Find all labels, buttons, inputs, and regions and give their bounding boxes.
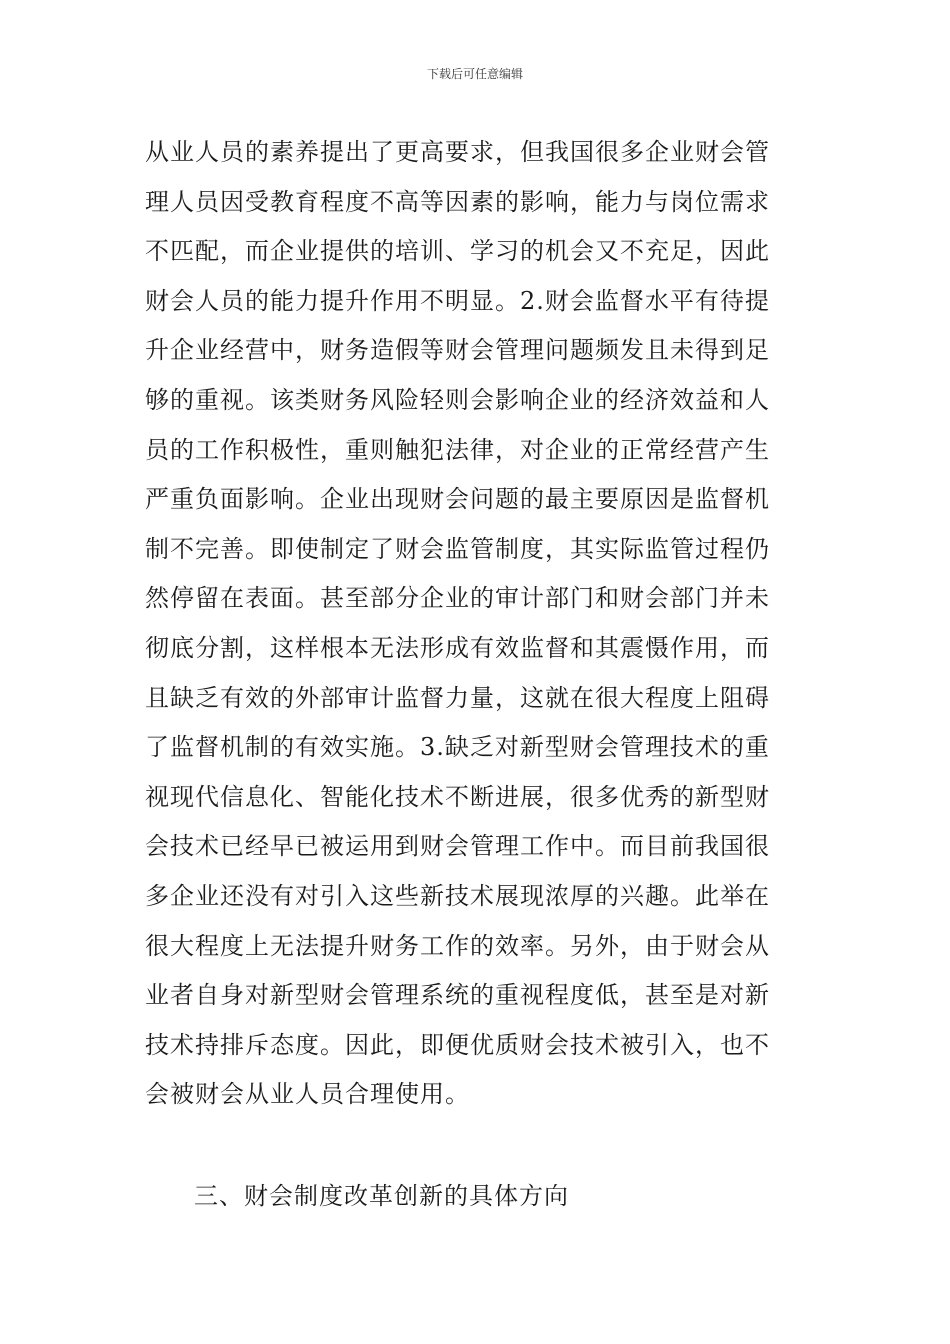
body-line: 了监督机制的有效实施。3.缺乏对新型财会管理技术的重 (145, 733, 770, 762)
body-line: 员的工作积极性，重则触犯法律，对企业的正常经营产生 (145, 435, 770, 464)
page-header: 下载后可任意编辑 (426, 67, 523, 81)
body-line: 不匹配，而企业提供的培训、学习的机会又不充足，因此 (145, 237, 770, 266)
body-line: 多企业还没有对引入这些新技术展现浓厚的兴趣。此举在 (145, 881, 770, 910)
body-line: 且缺乏有效的外部审计监督力量，这就在很大程度上阻碍 (145, 683, 770, 712)
body-line: 财会人员的能力提升作用不明显。2.财会监督水平有待提 (145, 286, 770, 315)
body-paragraph (145, 128, 807, 1120)
body-line: 理人员因受教育程度不高等因素的影响，能力与岗位需求 (145, 187, 770, 216)
body-line: 然停留在表面。甚至部分企业的审计部门和财会部门并未 (145, 584, 770, 613)
body-line: 会被财会从业人员合理使用。 (145, 1080, 470, 1109)
body-line: 制不完善。即使制定了财会监管制度，其实际监管过程仍 (145, 534, 770, 563)
body-line: 会技术已经早已被运用到财会管理工作中。而目前我国很 (145, 832, 770, 861)
section-heading: 三、财会制度改革创新的具体方向 (194, 1182, 569, 1210)
body-line: 视现代信息化、智能化技术不断进展，很多优秀的新型财 (145, 782, 770, 811)
body-line: 够的重视。该类财务风险轻则会影响企业的经济效益和人 (145, 385, 770, 414)
body-line: 技术持排斥态度。因此，即便优质财会技术被引入，也不 (145, 1030, 770, 1059)
body-line: 彻底分割，这样根本无法形成有效监督和其震慑作用，而 (145, 633, 770, 662)
body-line: 严重负面影响。企业出现财会问题的最主要原因是监督机 (145, 485, 770, 514)
body-line: 很大程度上无法提升财务工作的效率。另外，由于财会从 (145, 931, 770, 960)
body-line: 升企业经营中，财务造假等财会管理问题频发且未得到足 (145, 336, 770, 365)
body-line: 业者自身对新型财会管理系统的重视程度低，甚至是对新 (145, 981, 770, 1010)
body-line: 从业人员的素养提出了更高要求，但我国很多企业财会管 (145, 138, 770, 166)
